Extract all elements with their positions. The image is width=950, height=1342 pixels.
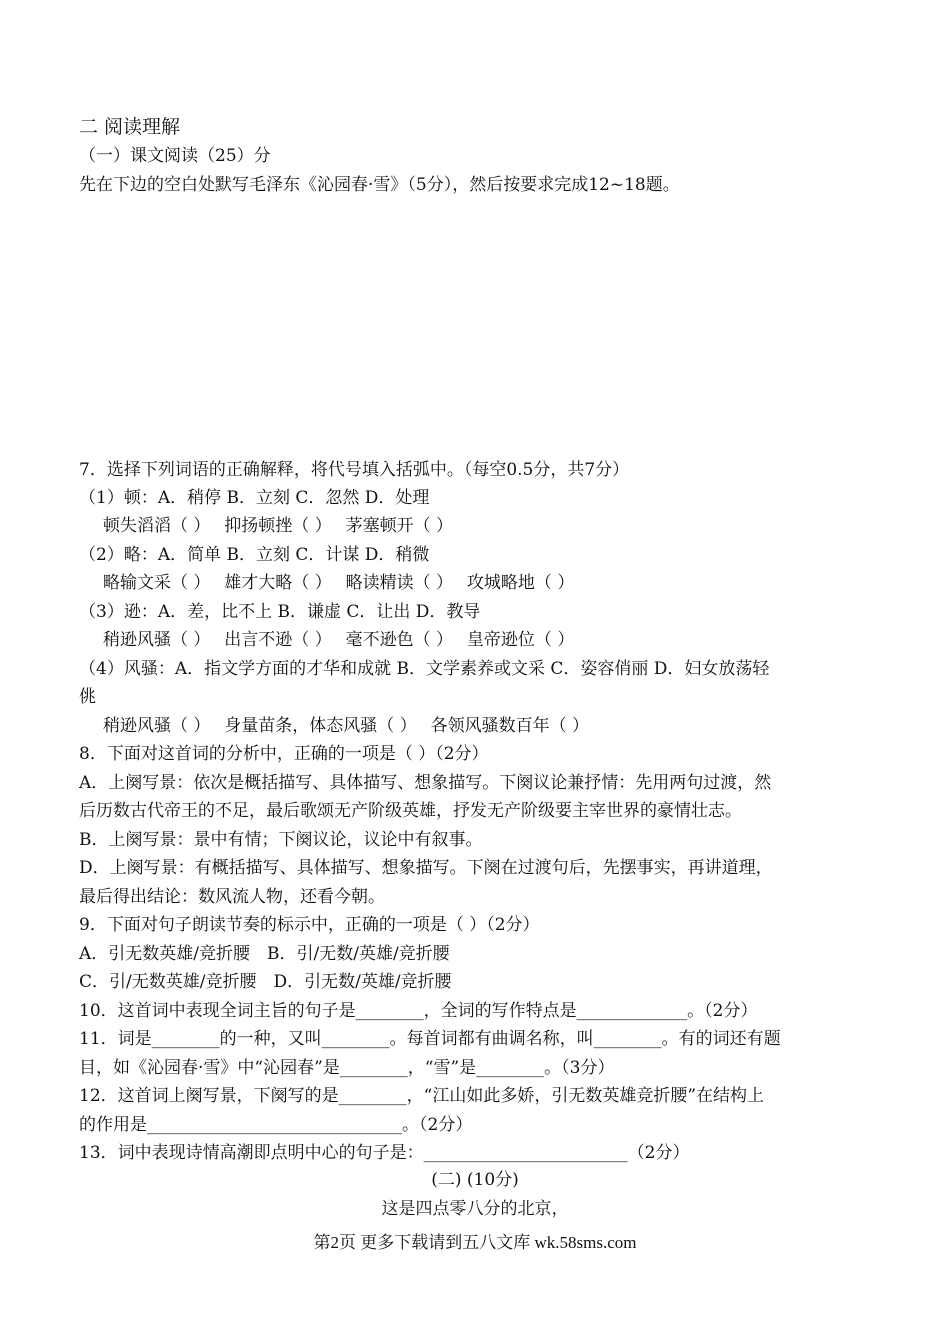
question-7-part-4-wrap: 佻 (79, 687, 96, 707)
question-7-part-1-items: 顿失滔滔（ ） 抑扬顿挫（ ） 茅塞顿开（ ） (103, 516, 454, 536)
question-8-option-d: D．上阕写景：有概括描写、具体描写、想象描写。下阕在过渡句后，先摆事实，再讲道理， (79, 858, 773, 878)
subsection-2-title: (二) (10分) (431, 1170, 519, 1190)
question-7-part-4: （4）风骚：A．指文学方面的才华和成就 B．文学素养或文采 C．姿容俏丽 D．妇女放荡轻 (79, 659, 770, 679)
question-7-part-4-items: 稍逊风骚（ ） 身量苗条，体态风骚（ ） 各领风骚数百年（ ） (103, 716, 590, 736)
question-9-options-cd: C．引/无数英雄/竞折腰 D．引无数/英雄/竞折腰 (79, 972, 452, 992)
question-10: 10．这首词中表现全词主旨的句子是________，全词的写作特点是_____________。（2分） (79, 1001, 758, 1021)
page-footer: 第2页 更多下载请到五八文库 wk.58sms.com (313, 1233, 637, 1252)
question-7-part-3: （3）逊：A．差，比不上 B．谦虚 C．让出 D．教导 (79, 602, 481, 622)
question-7-part-1: （1）顿：A．稍停 B．立刻 C．忽然 D．处理 (79, 488, 430, 508)
question-11-cont: 目，如《沁园春·雪》中“沁园春”是________，“雪”是________。（3分） (79, 1058, 615, 1078)
question-13: 13．词中表现诗情高潮即点明中心的句子是：________________________（2分） (79, 1143, 690, 1163)
question-9-options-ab: A．引无数英雄/竞折腰 B．引/无数/英雄/竞折腰 (79, 944, 450, 964)
question-11: 11．词是________的一种，又叫________。每首词都有曲调名称，叫________。有的词还有题 (79, 1029, 781, 1049)
question-12: 12．这首词上阕写景，下阕写的是________，“江山如此多娇，引无数英雄竞折腰”在结构上 (79, 1086, 765, 1106)
question-12-cont: 的作用是______________________________。（2分） (79, 1115, 473, 1135)
question-8-option-a-cont: 后历数古代帝王的不足，最后歌颂无产阶级英雄，抒发无产阶级要主宰世界的豪情壮志。 (79, 801, 742, 821)
question-7-stem: 7．选择下列词语的正确解释，将代号填入括弧中。（每空0.5分，共7分） (79, 460, 630, 480)
poem-first-line: 这是四点零八分的北京， (381, 1199, 569, 1219)
question-7-part-2: （2）略：A．简单 B．立刻 C．计谋 D．稍微 (79, 545, 430, 565)
intro-instruction: 先在下边的空白处默写毛泽东《沁园春·雪》（5分），然后按要求完成12~18题。 (79, 175, 680, 195)
question-8-option-b: B．上阕写景：景中有情；下阕议论，议论中有叙事。 (79, 830, 483, 850)
question-8-option-a: A．上阕写景：依次是概括描写、具体描写、想象描写。下阕议论兼抒情：先用两句过渡，然 (79, 773, 772, 793)
subsection-title: （一）课文阅读（25）分 (79, 146, 271, 166)
question-8-option-d-cont: 最后得出结论：数风流人物，还看今朝。 (79, 887, 385, 907)
question-9-stem: 9．下面对句子朗读节奏的标示中，正确的一项是（ ）（2分） (79, 915, 540, 935)
question-8-stem: 8．下面对这首词的分析中，正确的一项是（ ）（2分） (79, 744, 489, 764)
section-title: 二 阅读理解 (79, 116, 181, 138)
question-7-part-2-items: 略输文采（ ） 雄才大略（ ） 略读精读（ ） 攻城略地（ ） (103, 573, 575, 593)
question-7-part-3-items: 稍逊风骚（ ） 出言不逊（ ） 毫不逊色（ ） 皇帝逊位（ ） (103, 630, 575, 650)
